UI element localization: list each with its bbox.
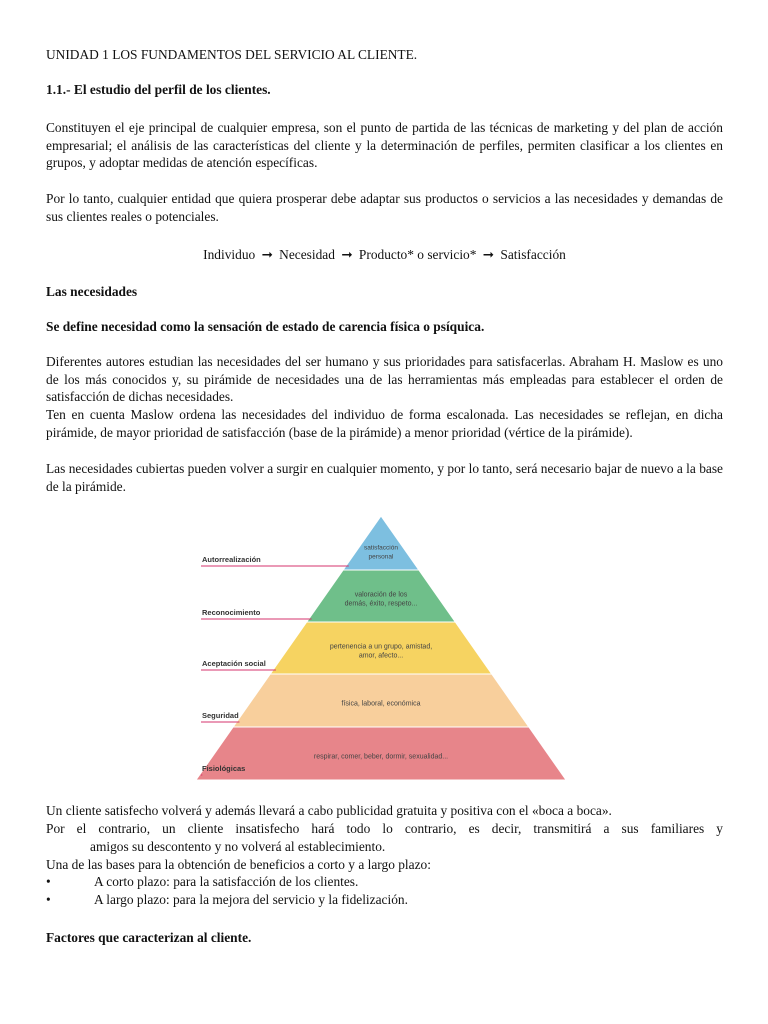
flow-step-individuo: Individuo (203, 247, 256, 262)
arrow-right-icon: ➞ (482, 247, 495, 262)
pyramid-level-description: demás, éxito, respeto... (344, 600, 418, 608)
pyramid-level-label: Reconocimiento (202, 608, 261, 617)
arrow-right-icon: ➞ (261, 247, 273, 262)
heading-necesidades: Las necesidades (46, 284, 138, 299)
pyramid-level-description: pertenencia a un grupo, amistad, (329, 643, 433, 651)
flow-step-satisfaccion: Satisfacción (500, 247, 566, 262)
pyramid-level-label: Autorrealización (202, 555, 261, 564)
pyramid-level-label: Seguridad (202, 711, 239, 720)
bullet-text-corto: A corto plazo: para la satisfacción de los clientes. (94, 874, 359, 889)
bullet-icon: • (46, 892, 51, 907)
paragraph-prosperar: Por lo tanto, cualquier entidad que quiera prosperar debe adaptar sus productos o servicios a las necesidades y demandas de sus clientes reales o potenciales. (46, 191, 723, 224)
document-title: UNIDAD 1 LOS FUNDAMENTOS DEL SERVICIO AL CLIENTE. (46, 47, 418, 62)
pyramid-level (343, 516, 419, 570)
heading-factores: Factores que caracterizan al cliente. (46, 930, 252, 945)
paragraph-insatisfecho-line2: amigos su descontento y no volverá al establecimiento. (90, 838, 386, 854)
pyramid-level-description: física, laboral, económica (341, 700, 421, 708)
pyramid-level-label: Aceptación social (202, 659, 266, 668)
pyramid-level-description: personal (368, 553, 394, 561)
paragraph-escalonada: Ten en cuenta Maslow ordena las necesidades del individuo de forma escalonada. Las necesidades se reflejan, en dicha pirámide, de mayor prioridad de satisfacción (base de la pirámide) a menor prioridad (vértice de la pirámide). (46, 407, 723, 440)
paragraph-maslow: Diferentes autores estudian las necesidades del ser humano y sus prioridades para satisfacerlas. Abraham H. Maslow es uno de los más conocidos y, su pirámide de necesidades una de las herramientas más empleadas para establecer el orden de satisfacción de dichas necesidades. (46, 354, 723, 404)
list-item (0, 891, 768, 909)
flow-step-producto: Producto* o servicio* (358, 247, 477, 262)
bullet-icon: • (46, 874, 51, 889)
pyramid-level-label: Fisiológicas (202, 764, 246, 773)
flow-line (46, 246, 723, 264)
pyramid-level-description: amor, afecto... (358, 652, 404, 660)
pyramid-level-description: respirar, comer, beber, dormir, sexualidad... (313, 753, 449, 761)
arrow-right-icon: ➞ (341, 247, 353, 262)
definition-necesidad: Se define necesidad como la sensación de estado de carencia física o psíquica. (46, 319, 485, 334)
paragraph-insatisfecho-line1: Por el contrario, un cliente insatisfecho hará todo lo contrario, es decir, transmitirá a sus familiares y (46, 821, 723, 836)
paragraph-satisfecho: Un cliente satisfecho volverá y además llevará a cabo publicidad gratuita y positiva con el «boca a boca». (46, 803, 612, 818)
pyramid-level-description: satisfacción (364, 544, 398, 552)
paragraph-perfil: Constituyen el eje principal de cualquier empresa, son el punto de partida de las técnicas de marketing y del plan de acción empresarial; el análisis de las características del cliente y la determinación de perfiles, permiten clasificar a los clientes en grupos, y adoptar medidas de atención específicas. (46, 120, 723, 170)
paragraph-cubiertas: Las necesidades cubiertas pueden volver a surgir en cualquier momento, y por lo tanto, será necesario bajar de nuevo a la base de la pirámide. (46, 461, 723, 494)
section-heading: 1.1.- El estudio del perfil de los clientes. (46, 82, 271, 97)
paragraph-beneficios: Una de las bases para la obtención de beneficios a corto y a largo plazo: (46, 857, 431, 872)
pyramid-level-description: valoración de los (354, 591, 408, 599)
list-item (0, 873, 768, 891)
flow-step-necesidad: Necesidad (279, 247, 335, 262)
paragraph-insatisfecho (46, 820, 723, 855)
bullet-text-largo: A largo plazo: para la mejora del servicio y la fidelización. (94, 892, 408, 907)
maslow-pyramid-diagram (195, 512, 575, 784)
